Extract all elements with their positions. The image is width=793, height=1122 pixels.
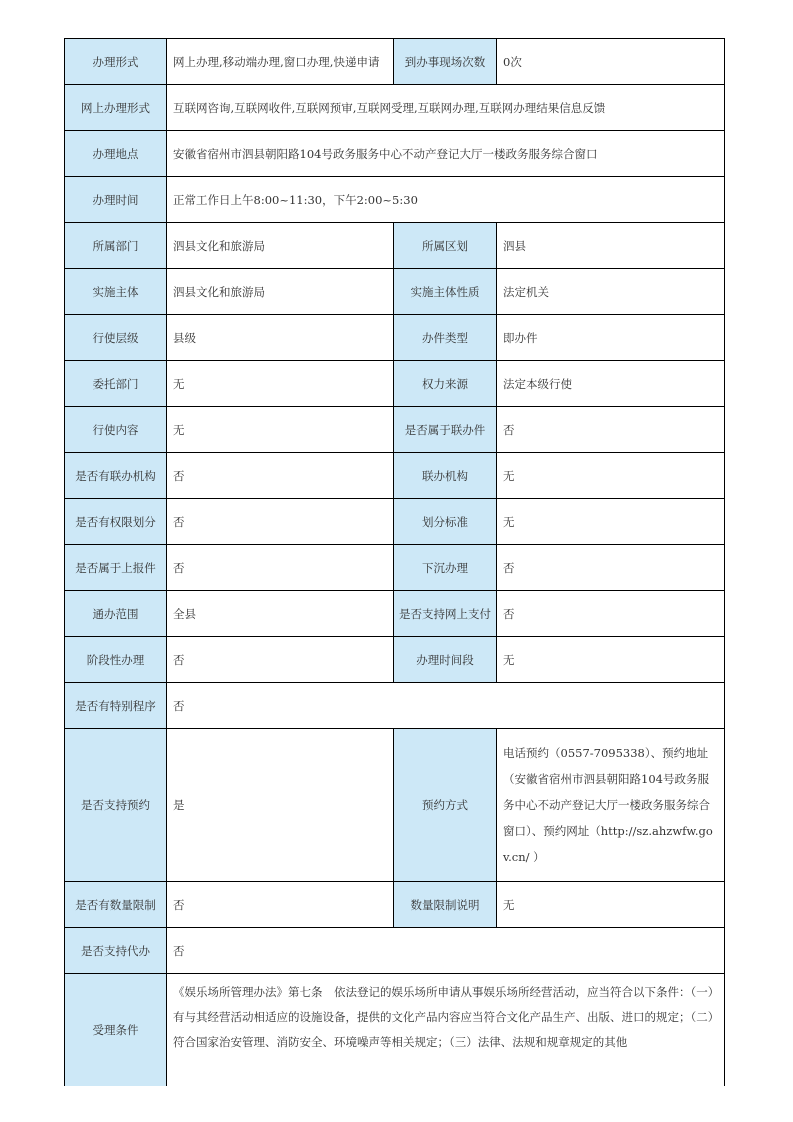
field-value: 无	[497, 499, 725, 545]
service-info-table	[64, 38, 725, 1086]
field-label: 所属区划	[394, 223, 497, 269]
field-value: 全县	[167, 591, 394, 637]
field-label: 是否支持代办	[65, 928, 167, 974]
field-label: 权力来源	[394, 361, 497, 407]
table-row	[65, 131, 725, 177]
field-value: 正常工作日上午8:00~11:30，下午2:00~5:30	[167, 177, 725, 223]
field-value: 即办件	[497, 315, 725, 361]
field-value: 无	[167, 407, 394, 453]
field-value: 无	[167, 361, 394, 407]
field-label: 办件类型	[394, 315, 497, 361]
field-value: 法定本级行使	[497, 361, 725, 407]
field-value: 法定机关	[497, 269, 725, 315]
field-value: 否	[167, 545, 394, 591]
field-label: 委托部门	[65, 361, 167, 407]
service-info-sheet	[64, 38, 724, 1086]
field-value: 电话预约（0557-7095338）、预约地址（安徽省宿州市泗县朝阳路104号政务服务中心不动产登记大厅一楼政务服务综合窗口）、预约网址（http://sz.ahzwfw.gov.cn/ ）	[497, 729, 725, 882]
field-value: 0次	[497, 39, 725, 85]
table-row	[65, 974, 725, 1087]
field-value: 泗县文化和旅游局	[167, 223, 394, 269]
field-label: 办理形式	[65, 39, 167, 85]
field-value: 否	[497, 407, 725, 453]
table-row	[65, 928, 725, 974]
field-label: 是否有数量限制	[65, 882, 167, 928]
table-row	[65, 545, 725, 591]
field-label: 到办事现场次数	[394, 39, 497, 85]
field-value: 互联网咨询,互联网收件,互联网预审,互联网受理,互联网办理,互联网办理结果信息反馈	[167, 85, 725, 131]
table-row	[65, 882, 725, 928]
field-label: 受理条件	[65, 974, 167, 1087]
field-label: 办理时间段	[394, 637, 497, 683]
field-label: 实施主体	[65, 269, 167, 315]
table-row	[65, 637, 725, 683]
field-value: 无	[497, 453, 725, 499]
table-row	[65, 223, 725, 269]
field-label: 是否支持网上支付	[394, 591, 497, 637]
field-value: 否	[497, 545, 725, 591]
field-label: 是否有联办机构	[65, 453, 167, 499]
table-row	[65, 729, 725, 882]
field-label: 下沉办理	[394, 545, 497, 591]
table-row	[65, 683, 725, 729]
field-value: 否	[167, 683, 725, 729]
field-label: 网上办理形式	[65, 85, 167, 131]
field-value: 网上办理,移动端办理,窗口办理,快递申请	[167, 39, 394, 85]
field-label: 实施主体性质	[394, 269, 497, 315]
table-row	[65, 591, 725, 637]
field-value: 县级	[167, 315, 394, 361]
field-value: 否	[497, 591, 725, 637]
field-label: 数量限制说明	[394, 882, 497, 928]
table-row	[65, 499, 725, 545]
field-label: 联办机构	[394, 453, 497, 499]
field-value: 《娱乐场所管理办法》第七条 依法登记的娱乐场所申请从事娱乐场所经营活动，应当符合以下条件：（一）有与其经营活动相适应的设施设备，提供的文化产品内容应当符合文化产品生产、出版、进口的规定；（二）符合国家治安管理、消防安全、环境噪声等相关规定；（三）法律、法规和规章规定的其他	[167, 974, 725, 1087]
field-label: 行使层级	[65, 315, 167, 361]
field-value: 是	[167, 729, 394, 882]
field-value: 否	[167, 637, 394, 683]
field-value: 否	[167, 928, 725, 974]
field-label: 办理地点	[65, 131, 167, 177]
field-value: 否	[167, 882, 394, 928]
table-row	[65, 269, 725, 315]
table-row	[65, 39, 725, 85]
field-label: 通办范围	[65, 591, 167, 637]
field-label: 划分标准	[394, 499, 497, 545]
field-value: 泗县文化和旅游局	[167, 269, 394, 315]
field-label: 办理时间	[65, 177, 167, 223]
field-value: 泗县	[497, 223, 725, 269]
field-value: 无	[497, 882, 725, 928]
field-value: 否	[167, 499, 394, 545]
field-label: 预约方式	[394, 729, 497, 882]
field-label: 是否属于联办件	[394, 407, 497, 453]
table-row	[65, 85, 725, 131]
field-label: 所属部门	[65, 223, 167, 269]
field-label: 是否有特别程序	[65, 683, 167, 729]
field-value: 安徽省宿州市泗县朝阳路104号政务服务中心不动产登记大厅一楼政务服务综合窗口	[167, 131, 725, 177]
table-row	[65, 177, 725, 223]
field-label: 是否有权限划分	[65, 499, 167, 545]
field-label: 是否支持预约	[65, 729, 167, 882]
field-label: 阶段性办理	[65, 637, 167, 683]
field-value: 无	[497, 637, 725, 683]
table-row	[65, 453, 725, 499]
table-row	[65, 361, 725, 407]
field-label: 行使内容	[65, 407, 167, 453]
field-label: 是否属于上报件	[65, 545, 167, 591]
table-row	[65, 407, 725, 453]
field-value: 否	[167, 453, 394, 499]
table-row	[65, 315, 725, 361]
